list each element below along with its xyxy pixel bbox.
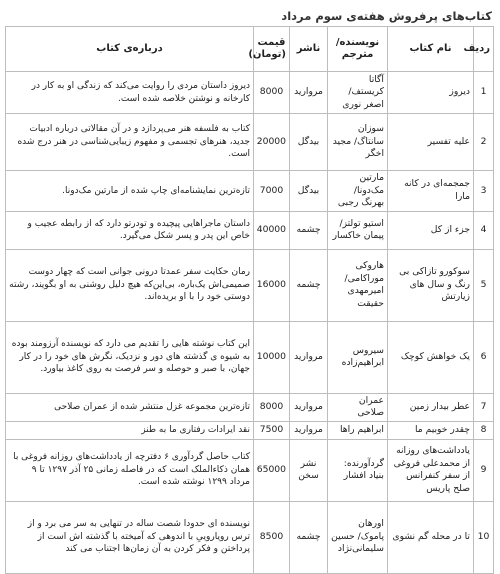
table-row [6,421,494,439]
table-row [6,393,494,421]
cell-publisher: چشمه [290,211,328,249]
cell-author: استیو تولتز/ پیمان خاکسار [328,211,388,249]
cell-publisher: چشمه [290,249,328,321]
table-row [6,211,494,249]
cell-price: 16000 [254,249,290,321]
header-book: نام کتاب [388,27,474,72]
cell-price: 8000 [254,393,290,421]
cell-book: یادداشت‌های روزانه از محمدعلی فروغی از سفر کنفرانس صلح پاریس [388,439,474,501]
cell-price: 40000 [254,211,290,249]
cell-author: آگاتا کریستف/ اصغر نوری [328,72,388,114]
cell-author: سوزان سانتاگ/ مجید اخگر [328,114,388,171]
cell-publisher: مروارید [290,421,328,439]
cell-author: اورهان پاموک/ حسین سلیمانی‌نژاد [328,501,388,573]
cell-book: عطر بیدار زمین [388,393,474,421]
page-title: کتاب‌های پرفروش هفته‌ی سوم مرداد [281,9,492,23]
cell-publisher: بیدگل [290,114,328,171]
cell-price: 65000 [254,439,290,501]
cell-description: تازه‌ترین نمایشنامه‌ای چاپ شده از مارتین مک‌دونا. [6,171,254,212]
cell-publisher: چشمه [290,501,328,573]
header-index: ردیف [474,27,494,72]
cell-publisher: مروارید [290,72,328,114]
cell-price: 8500 [254,501,290,573]
cell-price: 7000 [254,171,290,212]
cell-price: 10000 [254,321,290,393]
cell-author: ابراهیم راها [328,421,388,439]
cell-publisher: مروارید [290,393,328,421]
cell-description: این کتاب نوشته هایی را تقدیم می دارد که نویسنده آرزومند بوده به شیوه ی گذشته های دور و نزدیک، نگرش های خود را در کار جهان، با صبر و حوصله و سر فرصت به روی کاغذ بیاورد. [6,321,254,393]
cell-book: یک خواهش کوچک [388,321,474,393]
cell-description: کتاب به فلسفه هنر می‌پردازد و در آن مقالاتی درباره ادبیات جدید، هنرهای تجسمی و مفهوم زیبایی‌شناسی در هنر درج شده است. [6,114,254,171]
cell-author: سیروس ابراهیم‌زاده [328,321,388,393]
cell-index: 3 [474,171,494,212]
table-row [6,114,494,171]
cell-index: 6 [474,321,494,393]
cell-description: داستان ماجراهایی پیچیده و تودرتو دارد که از رابطه عجیب و خاص این پدر و پسر شکل می‌گیرد. [6,211,254,249]
header-author: نویسنده/ مترجم [328,27,388,72]
cell-index: 10 [474,501,494,573]
cell-book: چقدر خوبیم ما [388,421,474,439]
cell-index: 7 [474,393,494,421]
cell-publisher: بیدگل [290,171,328,212]
table-row [6,72,494,114]
cell-description: رمان حکایت سفر عمدتا درونی جوانی است که چهار دوست صمیمی‌اش یک‌باره، بی‌این‌که هیچ دلیل روشنی به او بگویند، رشته دوستی خود را با او بریده‌اند. [6,249,254,321]
header-price: قیمت (تومان) [254,27,290,72]
cell-author: گردآورنده: بنیاد افشار [328,439,388,501]
cell-description: نویسنده ای حدودا شصت ساله در تنهایی به سر می برد و از ترس رویاروییِ با اندوهی که آمیخته با گذشته اش است از پرداختن و فکر کردن به آن زمان‌ها اجتناب می کند [6,501,254,573]
table-header-row [6,27,494,72]
cell-index: 9 [474,439,494,501]
cell-price: 8000 [254,72,290,114]
cell-index: 5 [474,249,494,321]
bestseller-table [5,26,494,574]
cell-author: عمران صلاحی [328,393,388,421]
table-row [6,249,494,321]
table-row [6,321,494,393]
cell-index: 4 [474,211,494,249]
cell-description: نقد ایرادات رفتاری ما به طنز [6,421,254,439]
cell-price: 7500 [254,421,290,439]
cell-publisher: مروارید [290,321,328,393]
cell-author: هاروکی موراکامی/ امیرمهدی حقیقت [328,249,388,321]
table-row [6,501,494,573]
cell-index: 2 [474,114,494,171]
header-publisher: ناشر [290,27,328,72]
cell-description: تازه‌ترین مجموعه غزل منتشر شده از عمران صلاحی [6,393,254,421]
cell-book: جزء از کل [388,211,474,249]
cell-index: 8 [474,421,494,439]
cell-author: مارتین مک‌دونا/ بهرنگ رجبی [328,171,388,212]
cell-publisher: نشر سخن [290,439,328,501]
cell-index: 1 [474,72,494,114]
cell-book: جمجمه‌ای در کانه مارا [388,171,474,212]
table-row [6,439,494,501]
cell-description: کتاب حاصل گردآوری ۶ دفترچه از یادداشت‌های روزانه فروغی با همان ذکاءالملک است که در فاصله زمانی ۲۵ آذر ۱۲۹۷ تا ۹ مرداد ۱۲۹۹ نوشته شده است. [6,439,254,501]
cell-description: دیروز داستان مردی را روایت می‌کند که زندگی او به کار در کارخانه و نوشتن خلاصه شده است. [6,72,254,114]
cell-book: سوکورو تازاکی بی رنگ و سال های زیارتش [388,249,474,321]
cell-book: علیه تفسیر [388,114,474,171]
cell-book: دیروز [388,72,474,114]
header-description: درباره‌ی کتاب [6,27,254,72]
cell-book: تا در محله گم نشوی [388,501,474,573]
cell-price: 20000 [254,114,290,171]
table-row [6,171,494,212]
